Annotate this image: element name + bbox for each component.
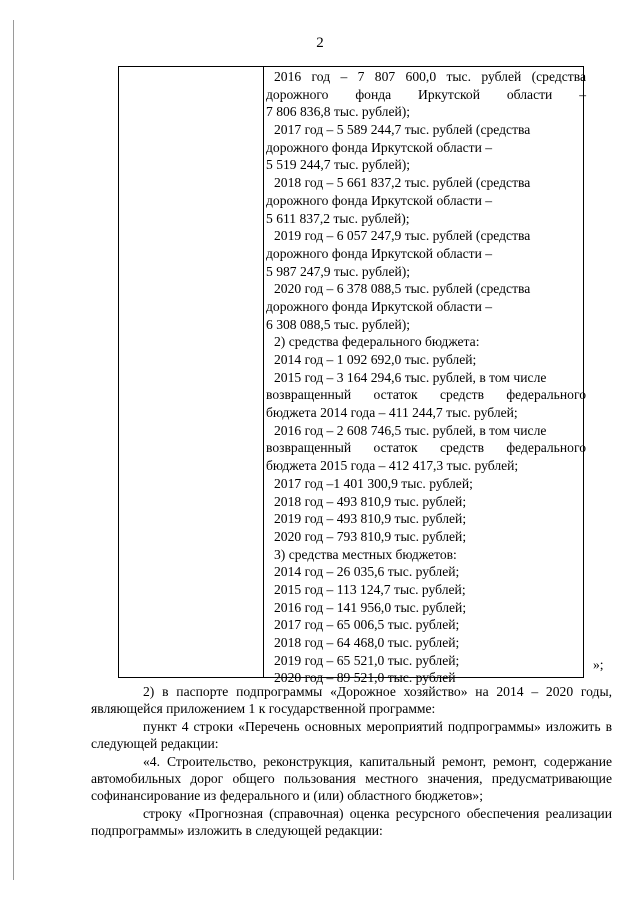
table-cell-line: 2020 год – 793 810,9 тыс. рублей; — [274, 528, 467, 544]
table-cell-line: 2017 год – 65 006,5 тыс. рублей; — [274, 617, 460, 633]
table-cell-line: 2017 год –1 401 300,9 тыс. рублей; — [274, 475, 473, 491]
table-cell-line: бюджета 2014 года – 411 244,7 тыс. рублей; — [266, 405, 518, 421]
table-cell-line: 2018 год – 493 810,9 тыс. рублей; — [274, 493, 467, 509]
table-cell-line: 2020 год – 6 378 088,5 тыс. рублей (средства — [274, 281, 531, 297]
table-cell-line: бюджета 2015 года – 412 417,3 тыс. рублей; — [266, 458, 519, 474]
table-cell-line: 2015 год – 113 124,7 тыс. рублей; — [274, 581, 466, 597]
table-cell-line: 5 987 247,9 тыс. рублей); — [266, 263, 411, 279]
table-cell-line: 2017 год – 5 589 244,7 тыс. рублей (средства — [274, 122, 531, 138]
paragraph-item-4: пункт 4 строки «Перечень основных мероприятий подпрограммы» изложить в следующей редакции: — [91, 718, 612, 752]
table-cell-line: 5 519 244,7 тыс. рублей); — [266, 157, 411, 173]
table-cell-line: 2016 год – 2 608 746,5 тыс. рублей, в том числе — [274, 422, 547, 438]
table-closing-mark: »; — [593, 657, 604, 672]
table-cell-line: 2014 год – 1 092 692,0 тыс. рублей; — [274, 352, 477, 367]
table-cell-line: 2019 год – 65 521,0 тыс. рублей; — [274, 652, 460, 668]
table-cell-line: 2019 год – 6 057 247,9 тыс. рублей (средства — [274, 228, 531, 244]
table-cell-line: 3) средства местных бюджетов: — [274, 546, 457, 562]
page-number: 2 — [316, 35, 324, 51]
table-cell-line: 2015 год – 3 164 294,6 тыс. рублей, в том числе — [274, 369, 547, 385]
table-right-cell — [266, 68, 586, 687]
table-cell-line: 2018 год – 5 661 837,2 тыс. рублей (средства — [274, 175, 531, 191]
table-cell-line: дорожного фонда Иркутской области – — [266, 139, 493, 155]
table-cell-line: 6 308 088,5 тыс. рублей); — [266, 316, 411, 332]
table-cell-line: дорожного фонда Иркутской области – — [266, 298, 493, 314]
table-cell-line: 2014 год – 26 035,6 тыс. рублей; — [274, 564, 460, 580]
table-cell-line: возвращенный остаток средств федерального — [266, 387, 586, 403]
table-column-divider — [263, 67, 264, 677]
table-cell-line: 2019 год – 493 810,9 тыс. рублей; — [274, 511, 467, 527]
left-margin-line — [13, 20, 14, 880]
table-cell-line: 5 611 837,2 тыс. рублей); — [266, 210, 410, 226]
table-cell-line: 7 806 836,8 тыс. рублей); — [266, 104, 411, 120]
table-cell-line: 2) средства федерального бюджета: — [274, 334, 480, 350]
table-cell-line: дорожного фонда Иркутской области – — [266, 192, 493, 208]
paragraph-item-4-text: «4. Строительство, реконструкция, капитальный ремонт, ремонт, содержание автомобильных дорог общего пользования местного значения, предусматривающие софинансирование из федерального и (или) областного бюджетов»; — [91, 753, 612, 804]
table-cell-line: 2016 год – 7 807 600,0 тыс. рублей (средства — [274, 69, 586, 84]
body-text — [91, 683, 612, 840]
paragraph-subprogram-passport: 2) в паспорте подпрограммы «Дорожное хозяйство» на 2014 – 2020 годы, являющейся приложением 1 к государственной программе: — [91, 684, 612, 717]
paragraph-resource-row: строку «Прогнозная (справочная) оценка ресурсного обеспечения реализации подпрограммы» изложить в следующей редакции: — [91, 805, 612, 839]
table-cell-line: дорожного фонда Иркутской области – — [266, 86, 586, 102]
table-cell-line: дорожного фонда Иркутской области – — [266, 245, 493, 261]
table-cell-line: 2016 год – 141 956,0 тыс. рублей; — [274, 599, 467, 615]
table-cell-line: 2018 год – 64 468,0 тыс. рублей; — [274, 635, 460, 650]
table-cell-line: 2020 год – 89 521,0 тыс. рублей — [274, 670, 456, 686]
table-cell-line: возвращенный остаток средств федерального — [266, 440, 586, 456]
